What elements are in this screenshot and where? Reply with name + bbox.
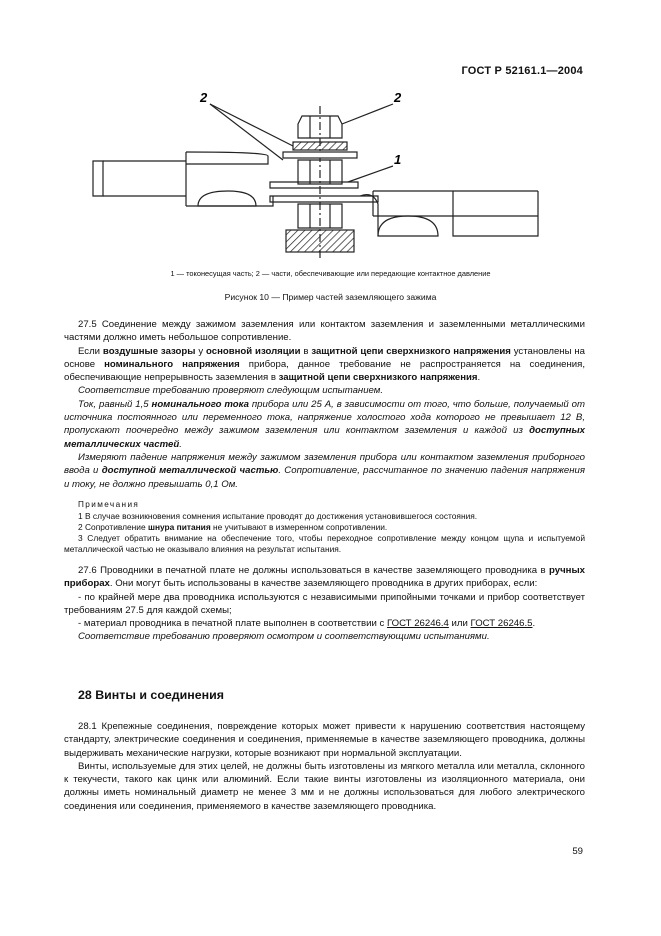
note-1: 1 В случае возникновения сомнения испытание проводят до достижения установившегося состояния. (78, 510, 478, 521)
note-3: 3 Следует обратить внимание на обеспечение того, чтобы переходное сопротивление между концом щупа и испытуемой металлической частью не оказывало влияния на результат испытания. (64, 533, 585, 555)
paragraph-screws: Винты, используемые для этих целей, не должны быть изготовлены из мягкого металла или металла, склонного к текучести, такого как цинк или алюминий. Если такие винты изготовлены из изоляционного материала, они должны иметь номинальный диаметр не менее 3 мм и не должны использоваться для любого электрического соединения или соединения, применяемого в качестве заземляющего проводника. (64, 760, 585, 812)
left-cable-end (93, 161, 103, 196)
paragraph-27-5: 27.5 Соединение между зажимом заземления или контактом заземления и заземленными металлическими частями должно иметь небольшое сопротивление. (64, 319, 585, 344)
insulating-base (286, 230, 354, 252)
paragraph-test-current: Ток, равный 1,5 номинального тока прибора или 25 А, в зависимости от того, что больше, получаемый от источника постоянного или переменного тока, напряжение холостого хода которого не превышает 12 В, пропускают поочередно между зажимом заземления или контактом заземления и каждой из доступных металлических частей. (64, 398, 585, 450)
note-2: 2 Сопротивление шнура питания не учитывают в измеренном сопротивлении. (78, 522, 388, 533)
section-28-title: 28 Винты и соединения (78, 688, 224, 702)
grounding-clamp-drawing (88, 86, 548, 266)
lock-washer-upper (293, 142, 347, 150)
figure-legend: 1 — токонесущая часть; 2 — части, обеспечивающие или передающие контактное давление (170, 269, 491, 278)
paragraph-voltage-drop: Измеряют падение напряжения между зажимом заземления прибора или контактом заземления приборного ввода и доступной металлической частью. Сопротивление, рассчитанное по значению падения напряжения и току, не должно превышать 0,1 Ом. (64, 451, 585, 490)
page-number: 59 (572, 846, 583, 857)
list-item-two-conductors: - по крайней мере два проводника используются с независимыми припойными точками и прибор соответствует требованиям 27.5 для каждой схемы; (64, 591, 585, 616)
paragraph-air-gaps: Если воздушные зазоры у основной изоляции в защитной цепи сверхнизкого напряжения установлены на основе номинального напряжения прибора, данное требование не распространяется на соединения, обеспечивающие непрерывность заземления в защитной цепи сверхнизкого напряжения. (64, 345, 585, 384)
grounding-clamp-figure (88, 86, 548, 266)
callout-2-right: 2 (394, 90, 402, 105)
notes-title: Примечания (78, 499, 140, 509)
list-item-material: - материал проводника в печатной плате выполнен в соответствии с ГОСТ 26246.4 или ГОСТ 26246.5. (78, 618, 536, 630)
right-crimp-shoe (378, 216, 438, 236)
paragraph-28-1: 28.1 Крепежные соединения, повреждение которых может привести к нарушению соответствия настоящему стандарту, электрические соединения и соединения, применяемые в качестве заземляющего проводника, должны выдерживать механические нагрузки, которые возникают при нормальной эксплуатации. (64, 721, 585, 759)
gost-26246-4-link[interactable]: ГОСТ 26246.4 (386, 618, 449, 630)
upper-lug-plate (270, 182, 358, 188)
section-27-5 (64, 318, 585, 556)
callout-1: 1 (394, 152, 402, 167)
figure-caption: Рисунок 10 — Пример частей заземляющего зажима (224, 292, 437, 302)
callout-2-left: 2 (200, 90, 208, 105)
paragraph-compliance-test: Соответствие требованию проверяют следующим испытанием. (78, 385, 384, 397)
lower-lug-plate (270, 196, 378, 202)
left-crimp-shoe (198, 191, 256, 206)
gost-26246-5-link[interactable]: ГОСТ 26246.5 (470, 618, 533, 630)
section-28-body (64, 720, 585, 813)
paragraph-inspection: Соответствие требованию проверяют осмотром и соответствующими испытаниями. (78, 631, 490, 643)
section-27-6 (64, 564, 585, 644)
paragraph-27-6: 27.6 Проводники в печатной плате не должны использоваться в качестве заземляющего проводника в ручных приборах. Они могут быть использованы в качестве заземляющего проводника в других приборах, если: (64, 565, 585, 590)
document-header: ГОСТ Р 52161.1—2004 (461, 65, 583, 77)
